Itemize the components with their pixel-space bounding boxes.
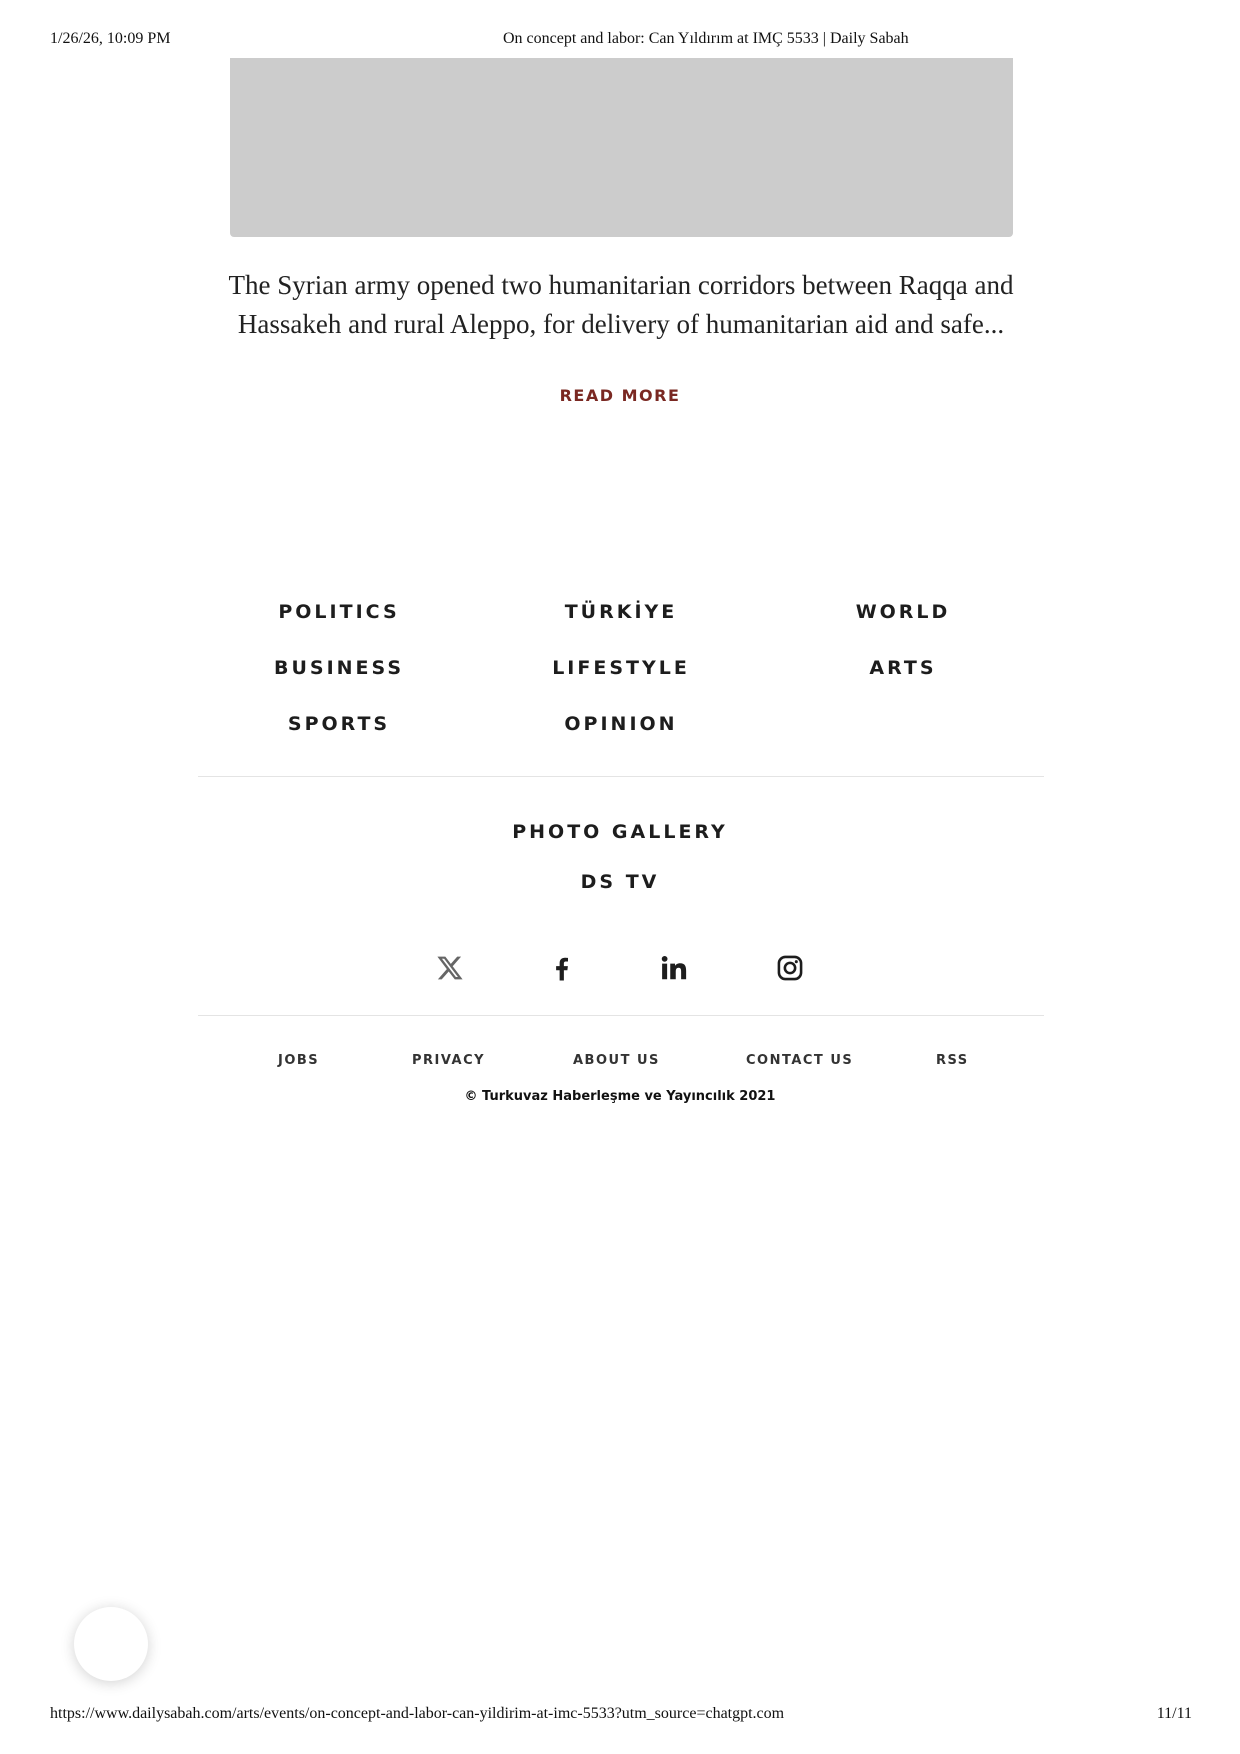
footer-legal-links [0, 1053, 1240, 1073]
footer-link-arts[interactable]: ARTS [869, 657, 937, 679]
print-footer [0, 1705, 1240, 1729]
x-icon[interactable] [430, 948, 470, 988]
footer-link-turkiye[interactable]: TÜRKİYE [564, 601, 678, 623]
footer-link-jobs[interactable]: JOBS [278, 1053, 320, 1068]
footer-link-photo-gallery[interactable]: PHOTO GALLERY [512, 821, 728, 843]
copyright-text: © Turkuvaz Haberleşme ve Yayıncılık 2021 [464, 1089, 776, 1104]
read-more-link[interactable]: READ MORE [559, 386, 681, 405]
footer-link-business[interactable]: BUSINESS [273, 657, 405, 679]
footer-link-contact-us[interactable]: CONTACT US [746, 1053, 854, 1068]
footer-category-nav [198, 596, 1044, 764]
footer-link-about-us[interactable]: ABOUT US [573, 1053, 660, 1068]
footer-link-privacy[interactable]: PRIVACY [412, 1053, 486, 1068]
print-datetime: 1/26/26, 10:09 PM [50, 30, 171, 47]
floating-action-button[interactable] [74, 1607, 148, 1681]
footer-link-world[interactable]: WORLD [855, 601, 951, 623]
print-page-title: On concept and labor: Can Yıldırım at IMÇ 5533 | Daily Sabah [503, 30, 909, 47]
footer-link-ds-tv[interactable]: DS TV [580, 871, 660, 893]
footer-link-lifestyle[interactable]: LIFESTYLE [552, 657, 690, 679]
print-header [0, 30, 1240, 54]
print-url: https://www.dailysabah.com/arts/events/on-concept-and-labor-can-yildirim-at-imc-5533?utm_source=chatgpt.com [50, 1705, 785, 1722]
article-excerpt: The Syrian army opened two humanitarian corridors between Raqqa and Hassakeh and rural Aleppo, for delivery of humanitarian aid and safe... [228, 270, 1014, 339]
print-page-number: 11/11 [1156, 1705, 1192, 1722]
footer-link-politics[interactable]: POLITICS [278, 601, 400, 623]
footer-link-opinion[interactable]: OPINION [564, 713, 678, 735]
article-image-placeholder[interactable] [230, 58, 1013, 237]
footer-divider [198, 1015, 1044, 1016]
linkedin-icon[interactable] [654, 948, 694, 988]
footer-divider [198, 776, 1044, 777]
instagram-icon[interactable] [770, 948, 810, 988]
facebook-icon[interactable] [542, 948, 582, 988]
footer-link-rss[interactable]: RSS [936, 1053, 969, 1068]
footer-link-sports[interactable]: SPORTS [287, 713, 391, 735]
